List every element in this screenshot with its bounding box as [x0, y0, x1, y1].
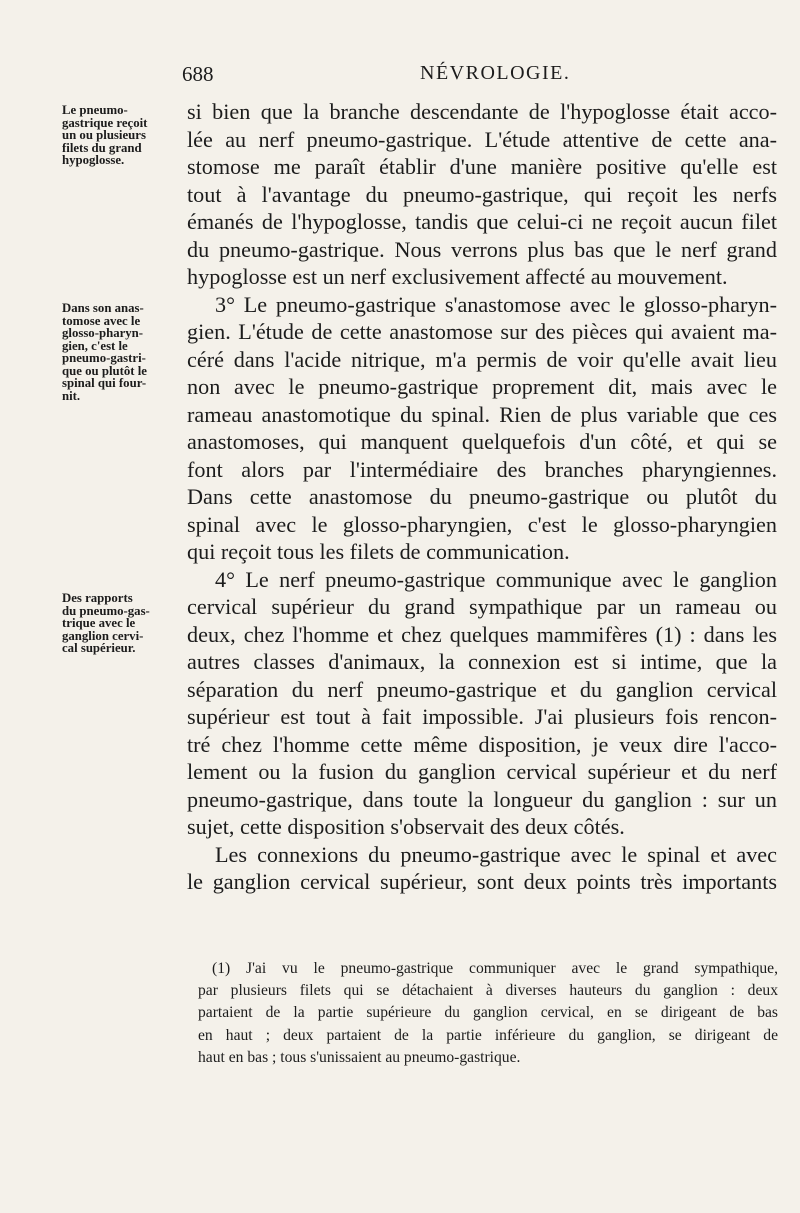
margin-note-line: un ou plusieurs [62, 128, 146, 142]
text-line: anastomoses, qui manquent quelquefois d'un côté, et qui se [187, 429, 777, 454]
footnote-line: par plusieurs filets qui se détachaient à diverses hauteurs du ganglion : deux [198, 982, 778, 1000]
margin-note-glosso-pharyngien [62, 302, 184, 402]
margin-note-line: pneumo-gastri- [62, 351, 146, 365]
margin-note-line: nit. [62, 388, 81, 403]
margin-note-line: que ou plutôt le [62, 363, 147, 378]
running-title: NÉVROLOGIE. [420, 62, 571, 84]
text-line: séparation du nerf pneumo-gastrique et du ganglion cervical [187, 676, 777, 702]
margin-note-line: du pneumo-gas- [62, 603, 150, 618]
text-line: lée au nerf pneumo-gastrique. L'étude attentive de cette ana- [187, 126, 777, 152]
text-line: sujet, cette disposition s'observait des deux côtés. [187, 814, 625, 839]
text-line: 3° Le pneumo-gastrique s'anastomose avec le glosso-pharyn- [215, 291, 777, 317]
margin-note-line: Dans son anas- [62, 301, 144, 315]
text-line: lement ou la fusion du ganglion cervical supérieur et du nerf [187, 759, 777, 784]
margin-note-line: gastrique reçoit [62, 115, 148, 130]
main-text [187, 98, 777, 896]
text-line: rameau anastomotique du spinal. Rien de plus variable que ces [187, 401, 777, 427]
text-line: autres classes d'animaux, la connexion est si intime, que la [187, 649, 777, 674]
text-line: le ganglion cervical supérieur, sont deux points très importants [187, 869, 777, 894]
text-line: deux, chez l'homme et chez quelques mammifères (1) : dans les [187, 621, 777, 647]
page-header [0, 62, 800, 92]
text-line: non avec le pneumo-gastrique proprement dit, mais avec le [187, 374, 777, 399]
page-number: 688 [182, 62, 214, 86]
margin-note-ganglion-cervical [62, 592, 184, 655]
text-line: font alors par l'intermédiaire des branches pharyngiennes. [187, 456, 777, 482]
footnote-line: haut en bas ; tous s'unissaient au pneumo-gastrique. [198, 1048, 521, 1066]
footnote [198, 958, 778, 1069]
text-line: tré chez l'homme cette même disposition, je veux dire l'acco- [187, 731, 777, 757]
text-line: cervical supérieur du grand sympathique par un rameau ou [187, 594, 777, 619]
text-line: Dans cette anastomose du pneumo-gastrique ou plutôt du [187, 484, 777, 509]
text-line: céré dans l'acide nitrique, m'a permis de voir qu'elle avait lieu [187, 346, 777, 372]
margin-note-line: gien, c'est le [62, 338, 128, 353]
margin-note-line: Le pneumo- [62, 103, 128, 117]
text-line: pneumo-gastrique, dans toute la longueur du ganglion : sur un [187, 786, 777, 812]
margin-note-hypoglosse [62, 104, 184, 167]
text-line: qui reçoit tous les filets de communication. [187, 539, 570, 564]
footnote-line: en haut ; deux partaient de la partie inférieure du ganglion, se dirigeant de [198, 1026, 778, 1044]
margin-note-line: hypoglosse. [62, 153, 125, 167]
text-line: Les connexions du pneumo-gastrique avec le spinal et avec [215, 841, 777, 867]
margin-note-line: Des rapports [62, 591, 133, 605]
text-line: 4° Le nerf pneumo-gastrique communique avec le ganglion [215, 566, 777, 592]
text-line: du pneumo-gastrique. Nous verrons plus bas que le nerf grand [187, 236, 777, 262]
margin-note-line: tomose avec le [62, 313, 141, 328]
text-line: spinal avec le glosso-pharyngien, c'est le glosso-pharyngien [187, 511, 777, 537]
margin-note-line: glosso-pharyn- [62, 326, 144, 340]
footnote-line: (1) J'ai vu le pneumo-gastrique communiquer avec le grand sympathique, [212, 960, 778, 977]
footnote-line: partaient de la partie supérieure du ganglion cervical, en se dirigeant de bas [198, 1004, 778, 1022]
text-line: tout à l'avantage du pneumo-gastrique, qui reçoit les nerfs [187, 181, 777, 207]
text-line: supérieur est tout à fait impossible. J'ai plusieurs fois rencon- [187, 704, 777, 729]
margin-note-line: trique avec le [62, 616, 136, 630]
margin-note-line: spinal qui four- [62, 376, 147, 390]
text-line: si bien que la branche descendante de l'hypoglosse était acco- [187, 99, 777, 124]
margin-note-line: cal supérieur. [62, 641, 136, 655]
margin-note-line: filets du grand [62, 140, 142, 155]
text-line: stomose me paraît établir d'une manière positive qu'elle est [187, 154, 777, 179]
text-line: gien. L'étude de cette anastomose sur des pièces qui avaient ma- [187, 319, 777, 344]
text-line: hypoglosse est un nerf exclusivement affecté au mouvement. [187, 264, 728, 289]
margin-note-line: ganglion cervi- [62, 628, 144, 643]
text-line: émanés de l'hypoglosse, tandis que celui-ci ne reçoit aucun filet [187, 209, 777, 234]
